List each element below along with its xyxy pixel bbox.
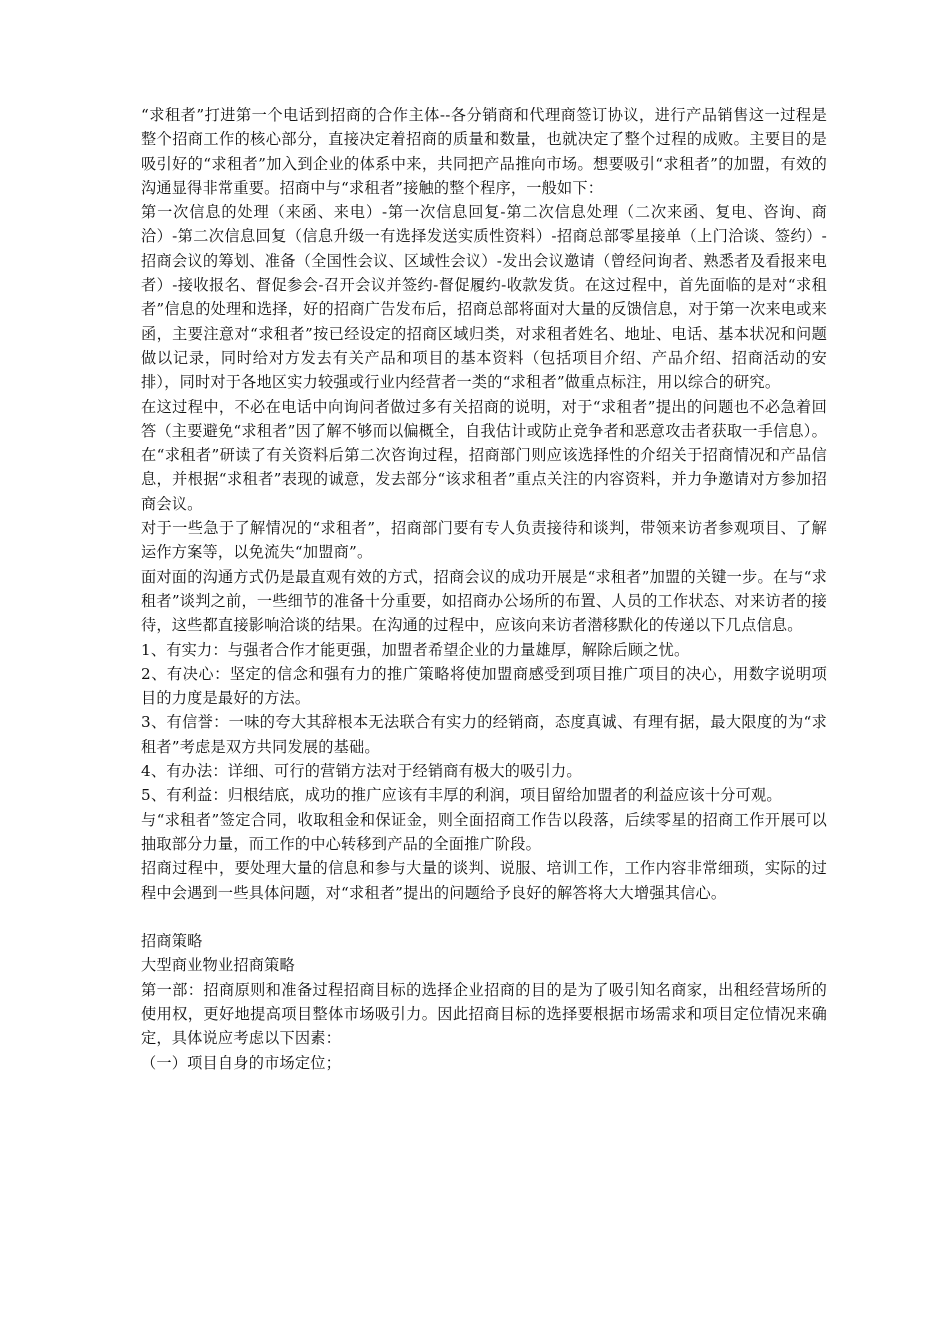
blank-line <box>141 905 827 929</box>
paragraph-4: 对于一些急于了解情况的“求租者”，招商部门要有专人负责接待和谈判，带领来访者参观项目、了解运作方案等，以免流失“加盟商”。 <box>141 519 827 562</box>
paragraph-6: 与“求租者”签定合同，收取租金和保证金，则全面招商工作告以段落，后续零星的招商工作开展可以抽取部分力量，而工作的中心转移到产品的全面推广阶段。 <box>141 810 827 853</box>
paragraph-7: 招商过程中，要处理大量的信息和参与大量的谈判、说服、培训工作，工作内容非常细琐，实际的过程中会遇到一些具体问题，对“求租者”提出的问题给予良好的解答将大大增强其信心。 <box>141 859 827 902</box>
paragraph-2: 第一次信息的处理（来函、来电）-第一次信息回复-第二次信息处理（二次来函、复电、咨询、商洽）-第二次信息回复（信息升级一有选择发送实质性资料）-招商总部零星接单（上门洽谈、签约）-招商会议的筹划、准备（全国性会议、区域性会议）-发出会议邀请（曾经问询者、熟悉者及看报来电者）-接收报名、督促参会-召开会议并签约-督促履约-收款发货。在这过程中，首先面临的是对“求租者”信息的处理和选择，好的招商广告发布后，招商总部将面对大量的反馈信息，对于第一次来电或来函，主要注意对“求租者”按已经设定的招商区域归类，对求租者姓名、地址、电话、基本状况和问题做以记录，同时给对方发去有关产品和项目的基本资料（包括项目介绍、产品介绍、招商活动的安排），同时对于各地区实力较强或行业内经营者一类的“求租者”做重点标注，用以综合的研究。 <box>141 203 827 392</box>
section-paragraph-2: （一）项目自身的市场定位； <box>141 1053 342 1072</box>
list-item-4: 4、有办法：详细、可行的营销方法对于经销商有极大的吸引力。 <box>141 762 582 781</box>
list-item-3: 3、有信誉：一味的夸大其辞根本无法联合有实力的经销商，态度真诚、有理有据，最大限度的为“求租者”考虑是双方共同发展的基础。 <box>141 713 827 756</box>
paragraph-1: “求租者”打进第一个电话到招商的合作主体--各分销商和代理商签订协议，进行产品销售这一过程是整个招商工作的核心部分，直接决定着招商的质量和数量，也就决定了整个过程的成败。主要目的是吸引好的“求租者”加入到企业的体系中来，共同把产品推向市场。想要吸引“求租者”的加盟，有效的沟通显得非常重要。招商中与“求租者”接触的整个程序，一般如下： <box>141 106 827 197</box>
list-item-5: 5、有利益：归根结底，成功的推广应该有丰厚的利润，项目留给加盟者的利益应该十分可观。 <box>141 786 782 805</box>
paragraph-3: 在这过程中，不必在电话中向询问者做过多有关招商的说明，对于“求租者”提出的问题也不必急着回答（主要避免“求租者”因了解不够而以偏概全，自我估计或防止竞争者和恶意攻击者获取一手信息）。在“求租者”研读了有关资料后第二次咨询过程，招商部门则应该选择性的介绍关于招商情况和产品信息，并根据“求租者”表现的诚意，发去部分“该求租者”重点关注的内容资料，并力争邀请对方参加招商会议。 <box>141 397 827 513</box>
paragraph-5: 面对面的沟通方式仍是最直观有效的方式，招商会议的成功开展是“求租者”加盟的关键一步。在与“求租者”谈判之前，一些细节的准备十分重要，如招商办公场所的布置、人员的工作状态、对来访者的接待，这些都直接影响洽谈的结果。在沟通的过程中，应该向来访者潜移默化的传递以下几点信息。 <box>141 567 827 635</box>
document-body <box>141 103 827 1075</box>
list-item-2: 2、有决心：坚定的信念和强有力的推广策略将使加盟商感受到项目推广项目的决心，用数字说明项目的力度是最好的方法。 <box>141 664 827 708</box>
list-item-1: 1、有实力：与强者合作才能更强，加盟者希望企业的力量雄厚，解除后顾之忧。 <box>141 640 690 659</box>
section-subheading: 大型商业物业招商策略 <box>141 956 295 975</box>
section-heading: 招商策略 <box>141 932 203 951</box>
section-paragraph-1: 第一部：招商原则和准备过程招商目标的选择企业招商的目的是为了吸引知名商家，出租经营场所的使用权，更好地提高项目整体市场吸引力。因此招商目标的选择要根据市场需求和项目定位情况来确定，具体说应考虑以下因素： <box>141 980 827 1048</box>
